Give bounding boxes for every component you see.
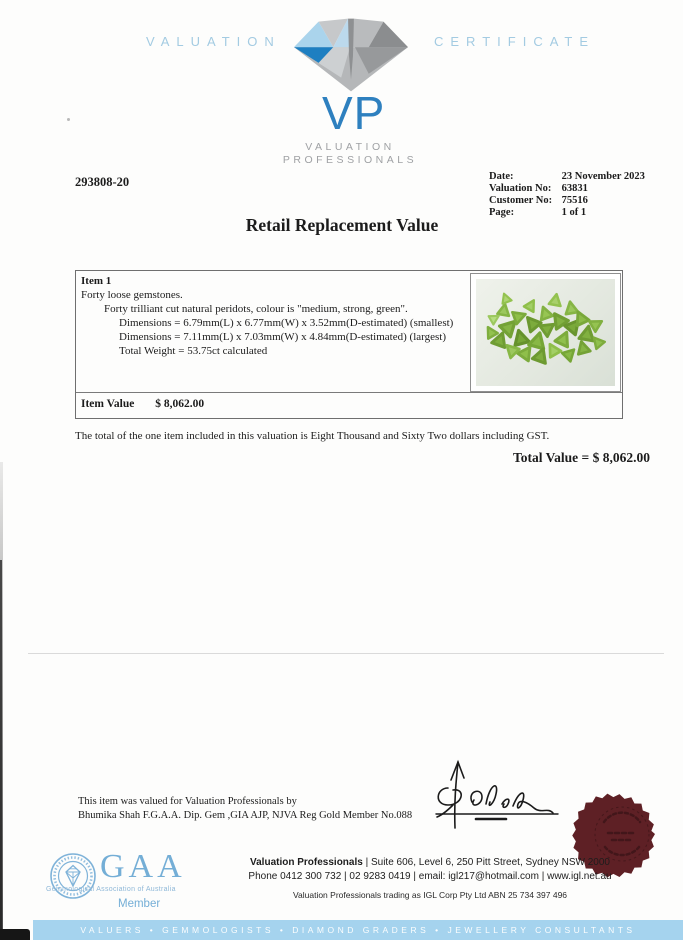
scan-edge-artifact-dark: [0, 560, 2, 940]
document-title: Retail Replacement Value: [245, 215, 439, 235]
gaa-acronym: GAA: [100, 848, 186, 885]
scan-speck: [67, 118, 70, 121]
gaa-member-label: Member: [118, 898, 161, 910]
meta-label: Page:: [489, 207, 515, 218]
item-value-row: [81, 398, 204, 410]
gemstone-photo-frame: [470, 273, 621, 392]
logo-subtitle-line1: VALUATION: [305, 141, 395, 153]
footer-banner: VALUERS • GEMMOLOGISTS • DIAMOND GRADERS • JEWELLERY CONSULTANTS: [33, 920, 683, 940]
meta-label: Valuation No:: [489, 183, 552, 194]
scan-fold-line: [28, 653, 664, 654]
meta-value: 63831: [561, 183, 588, 194]
footer-address-rest: | Suite 606, Level 6, 250 Pitt Street, Sydney NSW 2000: [362, 857, 610, 868]
item-dimension-smallest: Dimensions = 6.79mm(L) x 6.77mm(W) x 3.52mm(D-estimated) (smallest): [119, 317, 454, 329]
item-value-label: Item Value: [81, 398, 135, 410]
meta-row-valuation-no: [489, 183, 588, 194]
header-word-certificate: CERTIFICATE: [434, 34, 596, 49]
valuer-signature: [418, 758, 588, 838]
item-value-separator: [76, 392, 622, 393]
logo-subtitle-line2: PROFESSIONALS: [282, 154, 418, 166]
total-value: Total Value = $ 8,062.00: [513, 450, 650, 465]
meta-value: 23 November 2023: [561, 171, 645, 182]
item-total-weight: Total Weight = 53.75ct calculated: [119, 345, 268, 357]
gaa-association-name: Gemmological Association of Australia: [46, 886, 176, 893]
meta-value: 1 of 1: [561, 207, 587, 218]
reference-number: 293808-20: [75, 175, 130, 189]
item-dimension-largest: Dimensions = 7.11mm(L) x 7.03mm(W) x 4.84mm(D-estimated) (largest): [119, 331, 446, 343]
meta-row-date: [489, 171, 645, 182]
footer-abn-line: Valuation Professionals trading as IGL Corp Pty Ltd ABN 25 734 397 496: [292, 890, 568, 900]
header-word-valuation: VALUATION: [146, 34, 281, 49]
footer-company-name: Valuation Professionals: [250, 857, 363, 868]
gaa-badge-icon: [49, 852, 97, 905]
scan-corner-artifact: [0, 929, 30, 940]
peridot-gemstones-photo: [476, 279, 615, 386]
signature-statement-line1: This item was valued for Valuation Professionals by: [78, 796, 297, 807]
item-heading: Item 1: [81, 275, 112, 287]
meta-label: Customer No:: [489, 195, 553, 206]
meta-label: Date:: [489, 171, 514, 182]
signature-statement-line2: Bhumika Shah F.G.A.A. Dip. Gem ,GIA AJP, NJVA Reg Gold Member No.088: [78, 810, 413, 821]
total-sentence: The total of the one item included in this valuation is Eight Thousand and Sixty Two dollars including GST.: [75, 430, 550, 442]
item-line1: Forty loose gemstones.: [81, 289, 183, 301]
item-line2: Forty trilliant cut natural peridots, colour is "medium, strong, green".: [104, 303, 408, 315]
item-value-amount: $ 8,062.00: [155, 398, 205, 410]
vp-logo-initials: VP: [322, 87, 386, 139]
footer-address-line: [190, 857, 670, 868]
item-box: [75, 270, 623, 419]
footer-contact-block: [190, 857, 670, 900]
meta-row-customer-no: [489, 195, 588, 206]
meta-value: 75516: [561, 195, 588, 206]
footer-phone-line: Phone 0412 300 732 | 02 9283 0419 | email: igl217@hotmail.com | www.igl.net.au: [248, 871, 612, 882]
